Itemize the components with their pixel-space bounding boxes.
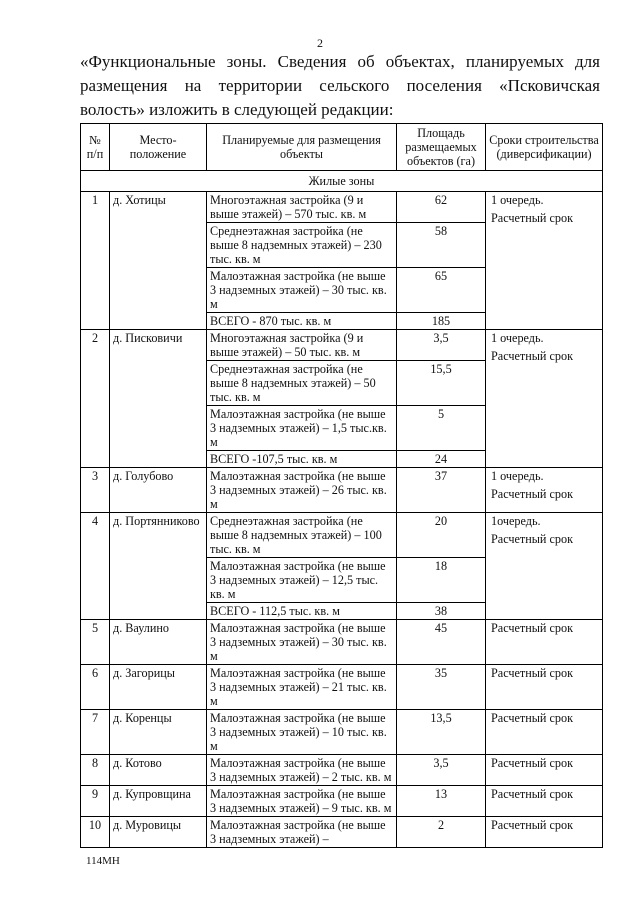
table-header-row xyxy=(81,124,603,171)
term-line: Расчетный срок xyxy=(491,711,574,725)
term-line: 1очередь. xyxy=(491,514,541,528)
term-line: Расчетный срок xyxy=(491,787,574,801)
row-number: 7 xyxy=(81,710,110,755)
object-cell: Среднеэтажная застройка (не выше 8 надземных этажей) – 50 тыс. кв. м xyxy=(207,361,397,406)
location-cell: д. Котово xyxy=(110,755,207,786)
table-row xyxy=(81,786,603,817)
term-line: 1 очередь. xyxy=(491,469,544,483)
area-cell: 45 xyxy=(397,620,486,665)
table-row xyxy=(81,513,603,558)
area-cell: 3,5 xyxy=(397,755,486,786)
object-cell: Малоэтажная застройка (не выше 3 надземных этажей) – 12,5 тыс. кв. м xyxy=(207,558,397,603)
object-cell: Малоэтажная застройка (не выше 3 надземных этажей) – 26 тыс. кв. м xyxy=(207,468,397,513)
area-cell: 3,5 xyxy=(397,330,486,361)
object-cell: Многоэтажная застройка (9 и выше этажей) – 50 тыс. кв. м xyxy=(207,330,397,361)
object-cell: Среднеэтажная застройка (не выше 8 надземных этажей) – 230 тыс. кв. м xyxy=(207,223,397,268)
row-number: 4 xyxy=(81,513,110,620)
term-cell xyxy=(486,786,603,817)
header-objects: Планируемые для размещения объекты xyxy=(207,124,397,171)
term-cell xyxy=(486,620,603,665)
area-cell: 13,5 xyxy=(397,710,486,755)
area-cell: 185 xyxy=(397,313,486,330)
location-cell: д. Хотицы xyxy=(110,192,207,330)
area-cell: 20 xyxy=(397,513,486,558)
location-cell: д. Писковичи xyxy=(110,330,207,468)
object-cell: Малоэтажная застройка (не выше 3 надземных этажей) – 30 тыс. кв. м xyxy=(207,268,397,313)
row-number: 6 xyxy=(81,665,110,710)
term-cell xyxy=(486,192,603,330)
location-cell: д. Загорицы xyxy=(110,665,207,710)
row-number: 9 xyxy=(81,786,110,817)
object-cell: Многоэтажная застройка (9 и выше этажей) – 570 тыс. кв. м xyxy=(207,192,397,223)
header-location: Место-положение xyxy=(110,124,207,171)
row-number: 10 xyxy=(81,817,110,848)
term-cell xyxy=(486,330,603,468)
object-cell: ВСЕГО - 112,5 тыс. кв. м xyxy=(207,603,397,620)
area-cell: 65 xyxy=(397,268,486,313)
area-cell: 62 xyxy=(397,192,486,223)
section-row xyxy=(81,171,603,192)
row-number: 3 xyxy=(81,468,110,513)
object-cell: Среднеэтажная застройка (не выше 8 надземных этажей) – 100 тыс. кв. м xyxy=(207,513,397,558)
object-cell: Малоэтажная застройка (не выше 3 надземных этажей) – xyxy=(207,817,397,848)
term-cell xyxy=(486,710,603,755)
row-number: 5 xyxy=(81,620,110,665)
term-line: Расчетный срок xyxy=(491,532,574,546)
location-cell: д. Коренцы xyxy=(110,710,207,755)
term-line: Расчетный срок xyxy=(491,818,574,832)
table-row xyxy=(81,817,603,848)
row-number: 2 xyxy=(81,330,110,468)
intro-paragraph: «Функциональные зоны. Сведения об объектах, планируемых для размещения на территории сельского поселения «Псковичская волость» изложить в следующей редакции: xyxy=(80,52,600,119)
table-row xyxy=(81,620,603,665)
term-line: Расчетный срок xyxy=(491,211,574,225)
object-cell: ВСЕГО -107,5 тыс. кв. м xyxy=(207,451,397,468)
table-row xyxy=(81,192,603,223)
area-cell: 5 xyxy=(397,406,486,451)
location-cell: д. Голубово xyxy=(110,468,207,513)
object-cell: Малоэтажная застройка (не выше 3 надземных этажей) – 10 тыс. кв. м xyxy=(207,710,397,755)
table-row xyxy=(81,330,603,361)
term-line: 1 очередь. xyxy=(491,193,544,207)
footer-code: 114МН xyxy=(86,855,120,867)
term-line: 1 очередь. xyxy=(491,331,544,345)
term-cell xyxy=(486,513,603,620)
term-line: Расчетный срок xyxy=(491,487,574,501)
area-cell: 2 xyxy=(397,817,486,848)
table-row xyxy=(81,468,603,513)
location-cell: д. Муровицы xyxy=(110,817,207,848)
object-cell: ВСЕГО - 870 тыс. кв. м xyxy=(207,313,397,330)
table-row xyxy=(81,665,603,710)
object-cell: Малоэтажная застройка (не выше 3 надземных этажей) – 21 тыс. кв. м xyxy=(207,665,397,710)
area-cell: 15,5 xyxy=(397,361,486,406)
term-line: Расчетный срок xyxy=(491,621,574,635)
term-cell xyxy=(486,468,603,513)
location-cell: д. Купровщина xyxy=(110,786,207,817)
page-number: 2 xyxy=(317,36,323,50)
header-area: Площадь размещаемых объектов (га) xyxy=(397,124,486,171)
area-cell: 37 xyxy=(397,468,486,513)
term-line: Расчетный срок xyxy=(491,756,574,770)
area-cell: 35 xyxy=(397,665,486,710)
area-cell: 24 xyxy=(397,451,486,468)
object-cell: Малоэтажная застройка (не выше 3 надземных этажей) – 9 тыс. кв. м xyxy=(207,786,397,817)
header-num: № п/п xyxy=(81,124,110,171)
zones-table xyxy=(80,123,603,848)
object-cell: Малоэтажная застройка (не выше 3 надземных этажей) – 30 тыс. кв. м xyxy=(207,620,397,665)
row-number: 1 xyxy=(81,192,110,330)
header-term: Сроки строительства (диверсификации) xyxy=(486,124,603,171)
table-row xyxy=(81,710,603,755)
area-cell: 13 xyxy=(397,786,486,817)
area-cell: 18 xyxy=(397,558,486,603)
location-cell: д. Ваулино xyxy=(110,620,207,665)
term-line: Расчетный срок xyxy=(491,349,574,363)
row-number: 8 xyxy=(81,755,110,786)
location-cell: д. Портянниково xyxy=(110,513,207,620)
area-cell: 38 xyxy=(397,603,486,620)
term-cell xyxy=(486,755,603,786)
table-row xyxy=(81,755,603,786)
term-cell xyxy=(486,817,603,848)
term-line: Расчетный срок xyxy=(491,666,574,680)
object-cell: Малоэтажная застройка (не выше 3 надземных этажей) – 2 тыс. кв. м xyxy=(207,755,397,786)
section-title: Жилые зоны xyxy=(81,171,603,192)
term-cell xyxy=(486,665,603,710)
table-body xyxy=(81,171,603,848)
area-cell: 58 xyxy=(397,223,486,268)
object-cell: Малоэтажная застройка (не выше 3 надземных этажей) – 1,5 тыс.кв. м xyxy=(207,406,397,451)
